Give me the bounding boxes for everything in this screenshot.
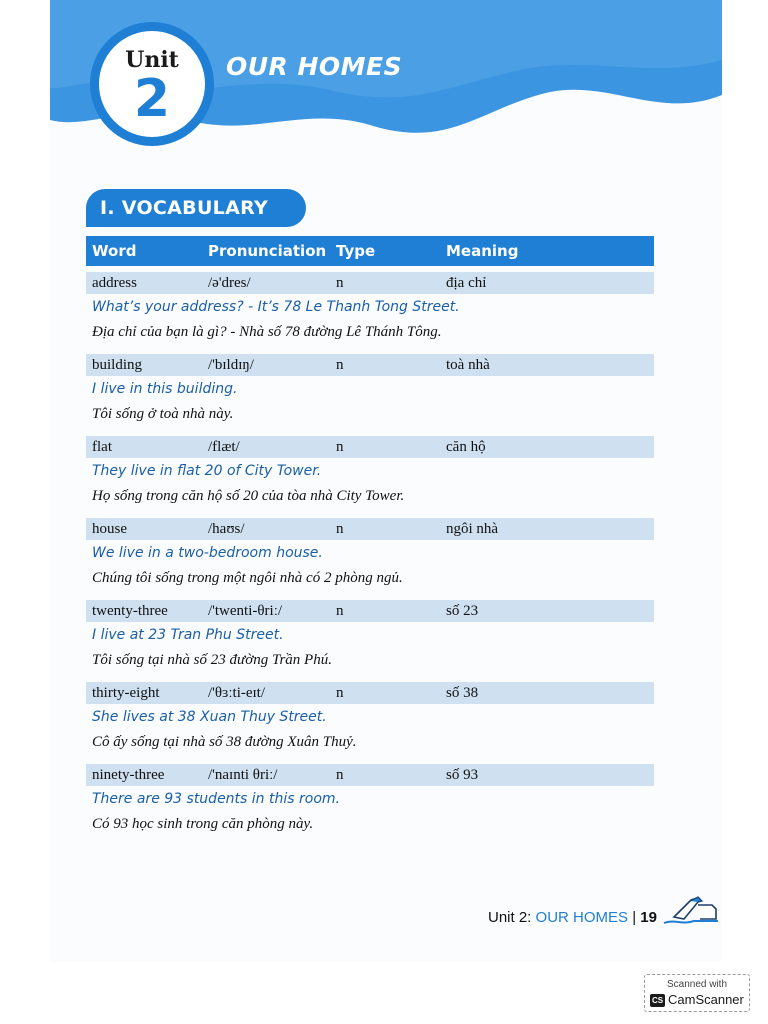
camscanner-logo-icon: CS [651, 996, 664, 1005]
example-english: What’s your address? - It’s 78 Le Thanh Tong Street. [92, 299, 460, 315]
column-header-meaning: Meaning [446, 242, 519, 260]
example-vietnamese: Tôi sống tại nhà số 23 đường Trần Phú. [92, 652, 332, 668]
entry-meaning: địa chỉ [446, 275, 487, 291]
example-english: There are 93 students in this room. [92, 791, 340, 807]
table-row [86, 436, 654, 458]
unit-label: Unit [125, 47, 179, 73]
scanner-app-name: CamScanner [668, 992, 744, 1007]
entry-word: address [92, 275, 137, 291]
entry-pronunciation: /haʊs/ [208, 521, 245, 537]
entry-type: n [336, 275, 344, 291]
column-header-word: Word [92, 242, 137, 260]
example-english: They live in flat 20 of City Tower. [92, 463, 322, 479]
camscanner-watermark [644, 974, 750, 1012]
entry-pronunciation: /'θɜːti-eɪt/ [208, 685, 266, 701]
example-block [86, 458, 654, 518]
section-title: I. VOCABULARY [100, 197, 269, 219]
footer-unit-prefix: Unit 2: [488, 909, 536, 926]
example-english: I live in this building. [92, 381, 238, 397]
entry-pronunciation: /'twenti-θriː/ [208, 603, 283, 619]
entry-pronunciation: /'naɪnti θriː/ [208, 767, 278, 783]
entry-meaning: toà nhà [446, 357, 490, 373]
example-vietnamese: Họ sống trong căn hộ số 20 của tòa nhà City Tower. [92, 488, 405, 504]
entry-word: twenty-three [92, 603, 168, 619]
entry-word: ninety-three [92, 767, 165, 783]
table-row [86, 682, 654, 704]
example-vietnamese: Có 93 học sinh trong căn phòng này. [92, 816, 314, 832]
entry-meaning: ngôi nhà [446, 521, 499, 537]
example-block [86, 540, 654, 600]
entry-meaning: số 38 [446, 685, 479, 701]
entry-type: n [336, 521, 344, 537]
table-row [86, 272, 654, 294]
unit-number: 2 [133, 69, 171, 129]
entry-type: n [336, 439, 344, 455]
entry-type: n [336, 603, 344, 619]
book-page [50, 0, 722, 962]
section-tab [86, 189, 306, 227]
table-header-row [86, 236, 654, 266]
table-row [86, 764, 654, 786]
example-vietnamese: Tôi sống ở toà nhà này. [92, 406, 234, 422]
example-english: I live at 23 Tran Phu Street. [92, 627, 284, 643]
entry-type: n [336, 357, 344, 373]
example-english: We live in a two-bedroom house. [92, 545, 323, 561]
entry-word: flat [92, 439, 112, 455]
example-block [86, 786, 654, 846]
entry-type: n [336, 767, 344, 783]
unit-title: OUR HOMES [226, 52, 403, 81]
entry-meaning: căn hộ [446, 439, 486, 455]
entry-meaning: số 93 [446, 767, 479, 783]
table-row [86, 354, 654, 376]
entry-pronunciation: /ə'dres/ [208, 275, 251, 291]
vocabulary-table [86, 236, 654, 846]
unit-badge [90, 22, 214, 146]
page-footer [488, 909, 657, 926]
table-row [86, 518, 654, 540]
example-vietnamese: Chúng tôi sống trong một ngôi nhà có 2 phòng ngủ. [92, 570, 403, 586]
entry-word: thirty-eight [92, 685, 160, 701]
table-row [86, 600, 654, 622]
example-block [86, 294, 654, 354]
column-header-pronunciation: Pronunciation [208, 242, 327, 260]
entry-word: house [92, 521, 127, 537]
footer-unit-title: OUR HOMES [535, 909, 629, 926]
scanner-caption: Scanned with [666, 979, 728, 990]
example-block [86, 704, 654, 764]
entry-pronunciation: /'bɪldɪŋ/ [208, 357, 254, 373]
page-number: 19 [640, 909, 657, 926]
entry-meaning: số 23 [446, 603, 479, 619]
example-vietnamese: Cô ấy sống tại nhà số 38 đường Xuân Thuỷ. [92, 734, 357, 750]
entry-type: n [336, 685, 344, 701]
example-english: She lives at 38 Xuan Thuy Street. [92, 709, 327, 725]
entry-word: building [92, 357, 143, 373]
example-block [86, 622, 654, 682]
pen-writing-icon [660, 893, 722, 929]
example-block [86, 376, 654, 436]
entry-pronunciation: /flæt/ [208, 439, 240, 455]
column-header-type: Type [336, 242, 376, 260]
example-vietnamese: Địa chỉ của bạn là gì? - Nhà số 78 đường Lê Thánh Tông. [92, 324, 442, 340]
footer-separator: | [628, 909, 641, 926]
